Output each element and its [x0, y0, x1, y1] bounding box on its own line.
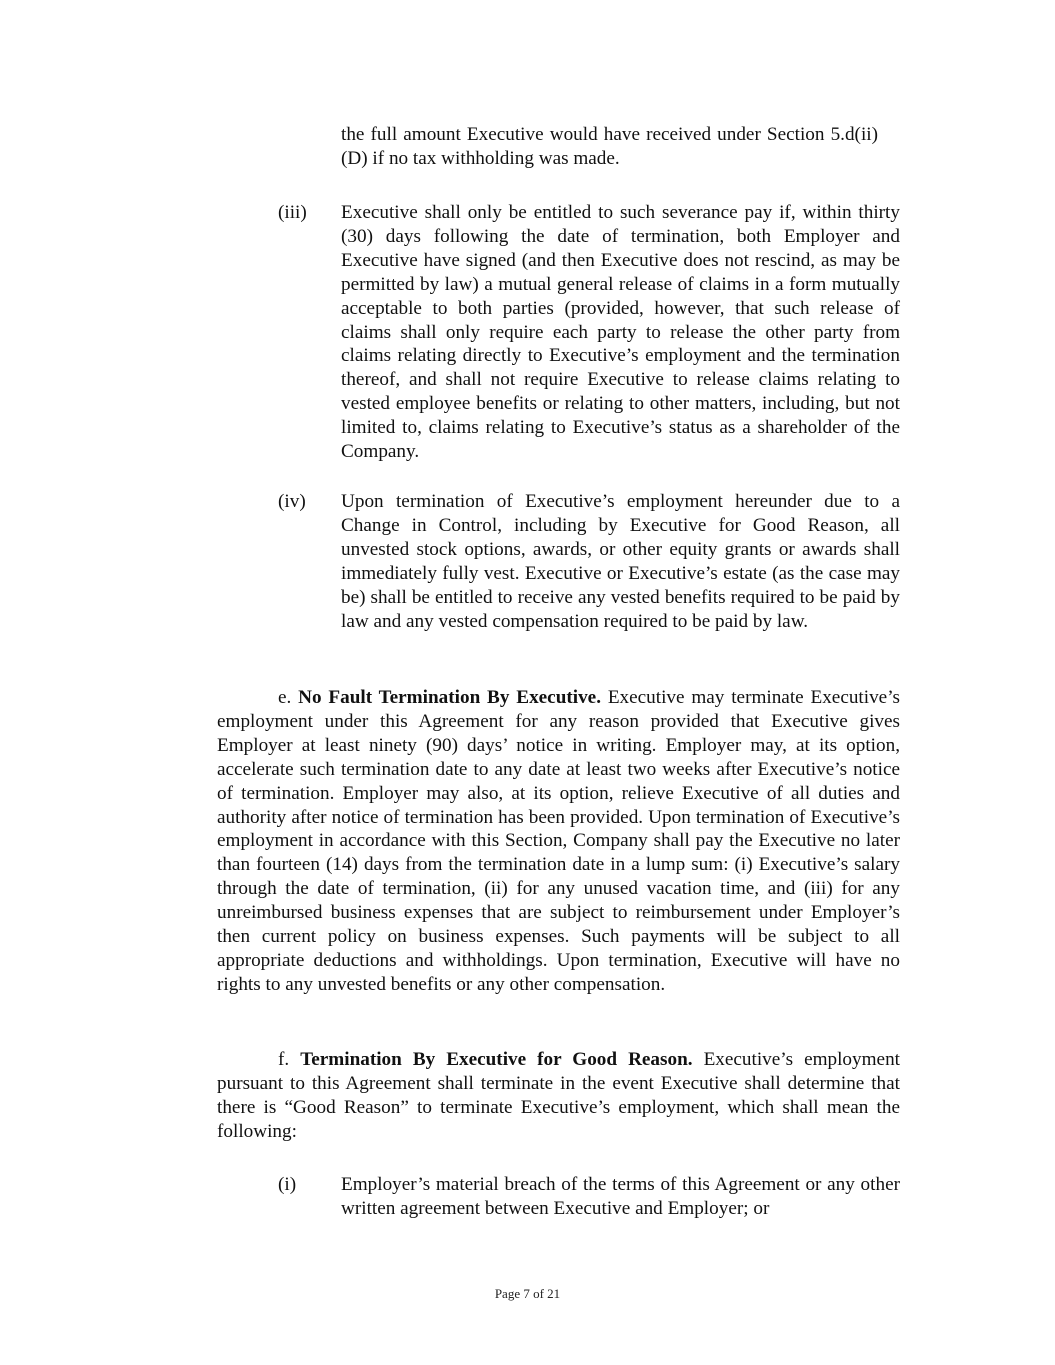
section-f-paragraph [217, 1048, 900, 1144]
section-e-text: Executive may terminate Executive’s employment under this Agreement for any reason provided that Executive gives Employer at least ninety (90) days’ notice in writing. Employer may, at its option, accelerate such termination date to any date at least two weeks after Executive’s notice of termination. Employer may also, at its option, relieve Executive of all duties and authority after notice of termination has been provided. Upon termination of Executive’s employment in accordance with this Section, Company shall pay the Executive no later than fourteen (14) days from the termination date in a lump sum: (i) Executive’s salary through the date of termination, (ii) for any unused vacation time, and (iii) for any unreimbursed business expenses that are subject to reimbursement under Employer’s then current policy on business expenses. Such payments will be subject to all appropriate deductions and withholdings. Upon termination, Executive will have no rights to any unvested benefits or any other compensation. [217, 687, 900, 995]
section-f-text: Executive’s employment pursuant to this Agreement shall terminate in the event Executive shall determine that there is “Good Reason” to terminate Executive’s employment, which shall mean the following: [217, 1049, 900, 1142]
list-item-text: Executive shall only be entitled to such severance pay if, within thirty (30) days following the date of termination, both Employer and Executive have signed (and then Executive does not rescind, as may be permitted by law) a mutual general release of claims in a form mutually acceptable to both parties (provided, however, that such release of claims shall only require each party to release the other party from claims relating directly to Executive’s employment and the termination thereof, and shall not require Executive to release claims relating to vested employee benefits or relating to other matters, including, but not limited to, claims relating to Executive’s status as a shareholder of the Company. [341, 202, 900, 463]
list-item-text: Employer’s material breach of the terms of this Agreement or any other written agreement between Executive and Employer; or [341, 1174, 900, 1219]
page-number-footer: Page 7 of 21 [494, 1286, 561, 1301]
list-item-number: (iv) [278, 491, 306, 512]
continuation-text: the full amount Executive would have received under Section 5.d(ii)(D) if no tax withholding was made. [341, 124, 878, 169]
list-item-text: Upon termination of Executive’s employment hereunder due to a Change in Control, including by Executive for Good Reason, all unvested stock options, awards, or other equity grants or awards shall immediately fully vest. Executive or Executive’s estate (as the case may be) shall be entitled to receive any vested benefits required to be paid by law and any vested compensation required to be paid by law. [341, 491, 900, 632]
section-e-paragraph [217, 686, 900, 997]
list-item-number: (i) [278, 1174, 297, 1195]
list-item-number: (iii) [278, 202, 307, 223]
section-e-heading: No Fault Termination By Executive. [298, 687, 601, 708]
section-f-heading: Termination By Executive for Good Reason. [300, 1049, 693, 1070]
section-f-body [217, 1048, 900, 1144]
continuation-paragraph [341, 123, 878, 171]
section-e-body [217, 686, 900, 997]
section-e-label: e. [278, 687, 292, 708]
section-f-label: f. [278, 1049, 290, 1070]
